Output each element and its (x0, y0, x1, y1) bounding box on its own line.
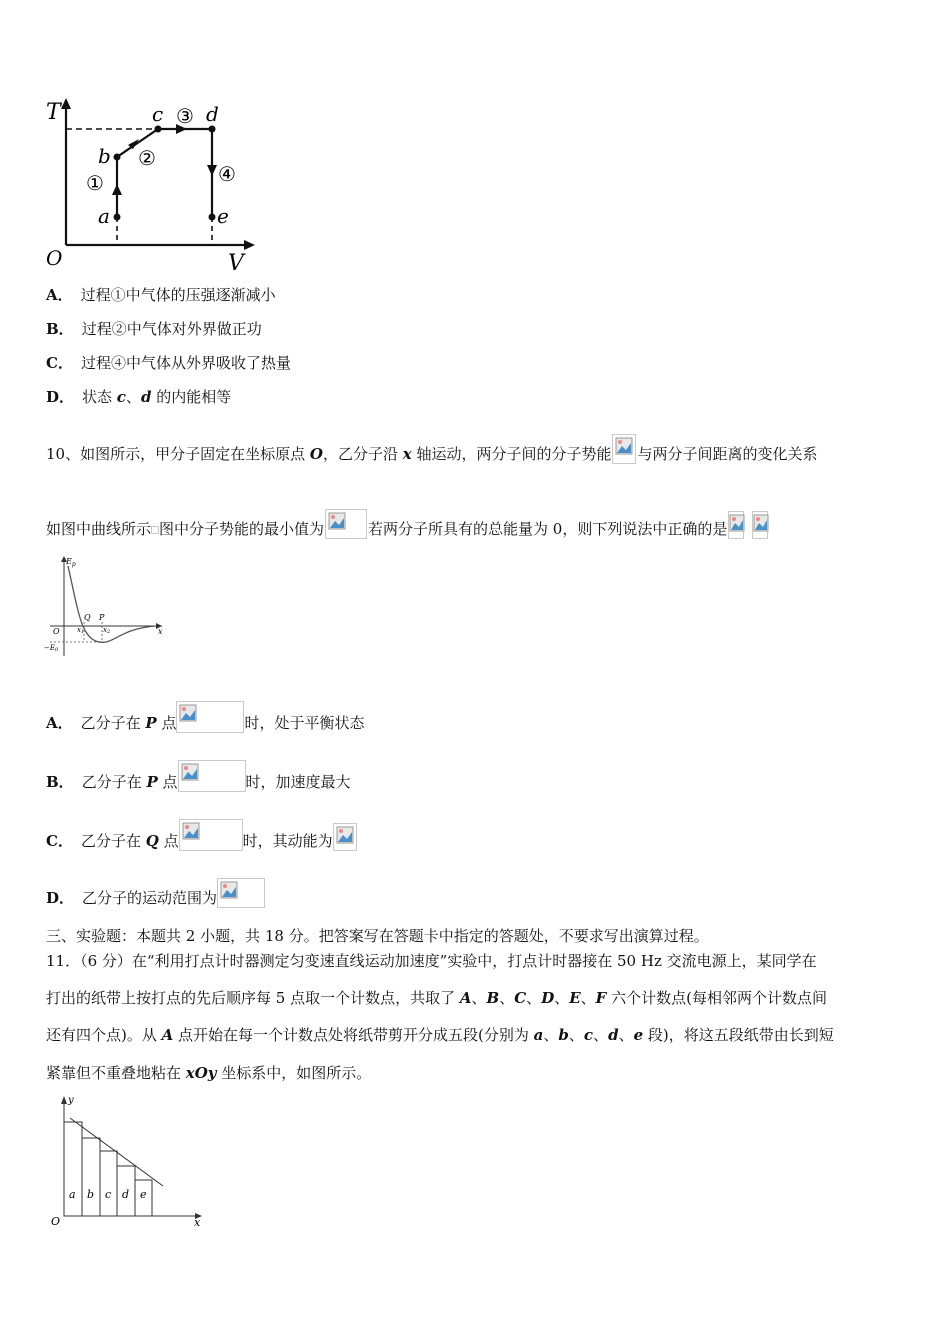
q10-stem-line1: 10、如图所示，甲分子固定在坐标原点 O，乙分子沿 x 轴运动，两分子间的分子势能 与两分子间距离的变化关系 (46, 434, 817, 464)
ep-label: $E_p$ (66, 557, 76, 568)
y-label: y (68, 1095, 74, 1106)
label-c: c (152, 102, 164, 126)
p-label: P (99, 613, 105, 622)
point-e (209, 214, 216, 221)
q11-line2: 打出的纸带上按打点的先后顺序每 5 点取一个计数点，共取了 A、B、C、D、E、F 六个计数点(每相邻两个计数点间 (46, 989, 827, 1007)
q9-option-a: A． 过程①中气体的压强逐渐减小 (46, 286, 276, 304)
broken-image-icon (325, 509, 367, 539)
q11-line4: 紧靠但不重叠地粘在 xOy 坐标系中，如图所示。 (46, 1064, 372, 1082)
broken-image-icon (179, 819, 243, 851)
origin-label: O (46, 246, 63, 270)
axis-t-label: T (46, 100, 61, 125)
strip-a (64, 1122, 82, 1216)
min-energy-label: −E0 (44, 644, 59, 653)
x2-label: x2 (103, 626, 111, 635)
q10-stem-line2: 如图中曲线所示 图中分子势能的最小值为 若两分子所具有的总能量为 0，则下列说法中正确的是 (46, 509, 768, 539)
q-label: Q (84, 613, 91, 622)
step-3-label: ③ (176, 104, 194, 128)
broken-image-icon (178, 760, 246, 792)
q10-option-b: B． 乙分子在 P 点 时，加速度最大 (46, 760, 351, 792)
potential-energy-graph (44, 552, 174, 660)
strip-label-c: c (105, 1188, 112, 1201)
broken-image-icon (752, 511, 768, 539)
q11-line3: 还有四个点)。从 A 点开始在每一个计数点处将纸带剪开分成五段(分别为 a、b、c、d、e 段)，将这五段纸带由长到短 (46, 1026, 834, 1044)
origin-label: O (53, 627, 60, 636)
q10-option-c: C． 乙分子在 Q 点 时，其动能为 (46, 819, 357, 851)
point-a (114, 214, 121, 221)
point-b (114, 154, 121, 161)
tv-diagram (40, 95, 260, 275)
broken-image-icon (176, 701, 244, 733)
step-1-label: ① (86, 171, 104, 195)
q10-option-d: D． 乙分子的运动范围为 (46, 878, 265, 908)
broken-image-icon (612, 434, 636, 464)
label-a: a (98, 204, 110, 228)
paper-strip-diagram (46, 1092, 216, 1232)
axis-v-label: V (228, 251, 244, 275)
label-b: b (98, 144, 111, 168)
origin-label: O (51, 1215, 61, 1228)
label-d: d (206, 102, 219, 126)
step-4-label: ④ (218, 162, 236, 186)
x-label: x (194, 1216, 201, 1229)
q11-line1: 11．（6 分）在“利用打点计时器测定匀变速直线运动加速度”实验中，打点计时器接在 50 Hz 交流电源上，某同学在 (46, 952, 817, 970)
label-e: e (217, 204, 229, 228)
q10-option-a: A． 乙分子在 P 点 时，处于平衡状态 (46, 701, 365, 733)
step-2-label: ② (138, 146, 156, 170)
point-d (209, 126, 216, 133)
x1-label: x1 (77, 626, 85, 635)
q9-option-d: D． 状态 c、d 的内能相等 (46, 388, 232, 406)
strip-label-e: e (140, 1188, 147, 1201)
q9-option-c: C． 过程④中气体从外界吸收了热量 (46, 354, 291, 372)
broken-image-icon (728, 511, 744, 539)
x-label: x (158, 627, 163, 636)
point-c (155, 126, 162, 133)
broken-image-icon (151, 526, 159, 534)
strip-b (82, 1138, 100, 1216)
strip-label-b: b (87, 1188, 95, 1201)
broken-image-icon (333, 823, 357, 851)
strip-c (100, 1151, 117, 1216)
strip-label-a: a (69, 1188, 76, 1201)
strip-label-d: d (122, 1188, 130, 1201)
broken-image-icon (217, 878, 265, 908)
section-3-heading: 三、实验题：本题共 2 小题，共 18 分。把答案写在答题卡中指定的答题处，不要求写出演算过程。 (46, 927, 709, 945)
q9-option-b: B． 过程②中气体对外界做正功 (46, 320, 262, 338)
